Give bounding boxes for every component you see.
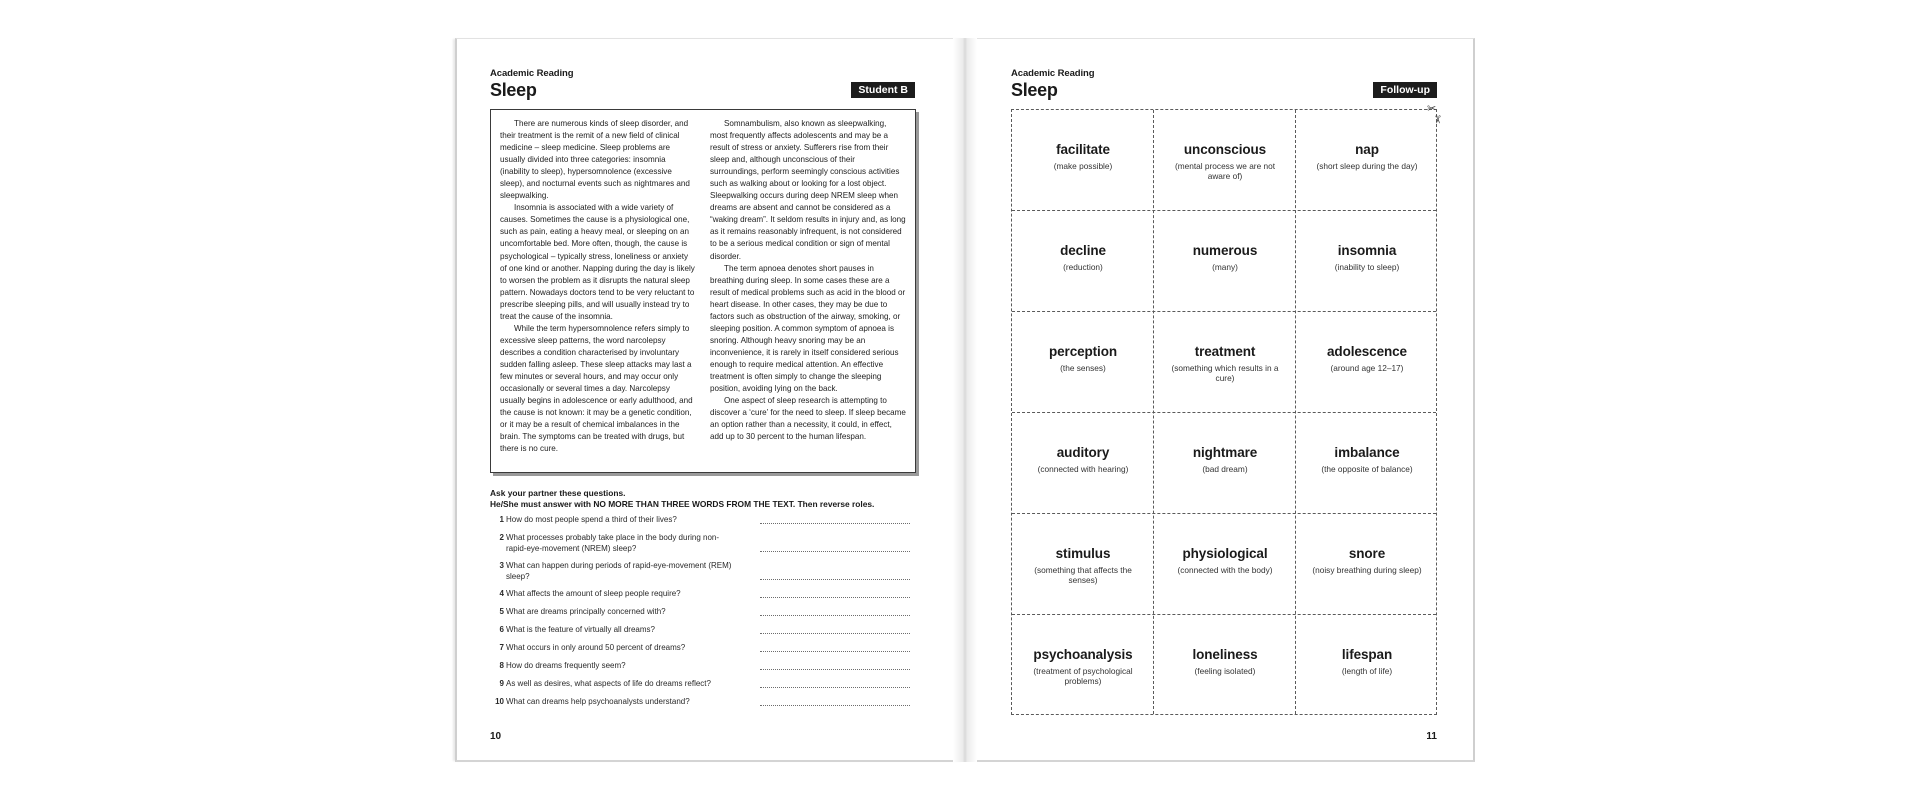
question-text: What are dreams principally concerned with?: [506, 607, 666, 616]
right-page: [965, 38, 1475, 762]
answer-line[interactable]: [760, 651, 910, 652]
answer-line[interactable]: [760, 523, 910, 524]
question-text: What processes probably take place in the body during non-rapid-eye-movement (NREM) sleep?: [506, 533, 720, 553]
vocab-card[interactable]: [1154, 615, 1296, 716]
follow-up-badge: Follow-up: [1373, 82, 1437, 98]
vocab-card[interactable]: [1012, 211, 1154, 312]
answer-line[interactable]: [760, 579, 910, 580]
question-number: 1: [499, 515, 504, 524]
vocab-card[interactable]: [1296, 312, 1438, 413]
vocab-definition: (short sleep during the day): [1316, 161, 1418, 171]
section-label: Academic Reading: [1011, 68, 1095, 79]
vocab-word: loneliness: [1192, 647, 1258, 662]
book-gutter: [953, 38, 977, 762]
vocab-word: decline: [1060, 243, 1106, 258]
question-text: What can happen during periods of rapid-eye-movement (REM) sleep?: [506, 561, 732, 581]
answer-line[interactable]: [760, 687, 910, 688]
question-text: What is the feature of virtually all dreams?: [506, 625, 655, 634]
page-number: 11: [1426, 731, 1437, 742]
vocab-definition: (many): [1212, 262, 1238, 272]
vocab-card[interactable]: [1296, 615, 1438, 716]
section-label: Academic Reading: [490, 68, 574, 79]
vocab-definition: (mental process we are not aware of): [1174, 161, 1276, 181]
vocab-card[interactable]: [1296, 110, 1438, 211]
vocab-definition: (connected with the body): [1177, 565, 1273, 575]
left-page: [455, 38, 965, 762]
vocab-definition: (feeling isolated): [1194, 666, 1256, 676]
reading-column-1: [500, 118, 696, 455]
question-number: 8: [499, 661, 504, 670]
paragraph: Somnambulism, also known as sleepwalking, most frequently affects adolescents and may be a result of stress or anxiety. Sufferers rise from their sleep and, although unconscious of their surroundings, perform seemingly conscious activities such as walking about or looking for a lost object. Sleepwalking occurs during deep NREM sleep when dreams are absent and cannot be considered as a “waking dream”. It seldom results in injury and, as long as it remains reasonably infrequent, is not considered to be a serious medical condition or sign of mental disorder.: [710, 119, 906, 261]
vocab-definition: (inability to sleep): [1334, 262, 1400, 272]
question-text: As well as desires, what aspects of life do dreams reflect?: [506, 679, 711, 688]
answer-line[interactable]: [760, 633, 910, 634]
instructions: [490, 488, 930, 510]
question-number: 4: [499, 589, 504, 598]
reading-column-2: [710, 118, 906, 443]
question-text: How do most people spend a third of their lives?: [506, 515, 677, 524]
paragraph: Insomnia is associated with a wide variety of causes. Sometimes the cause is a physiological one, such as pain, eating a heavy meal, or sleeping on an uncomfortable bed. More often, though, the cause is psychological – typically stress, loneliness or anxiety of one kind or another. Napping during the day is likely to worsen the problem as it disrupts the natural sleep pattern. Nowadays doctors tend to be very reluctant to prescribe sleeping pills, and will usually instead try to treat the cause of the insomnia.: [500, 203, 695, 321]
vocab-word: imbalance: [1334, 445, 1400, 460]
instruction-line-1: Ask your partner these questions.: [490, 488, 626, 498]
vocab-card[interactable]: [1012, 110, 1154, 211]
question-number: 9: [499, 679, 504, 688]
paragraph: The term apnoea denotes short pauses in breathing during sleep. In some cases these are a result of medical problems such as acid in the blood or heart disease. In other cases, they may be due to factors such as obstruction of the airway, smoking, or sleeping position. A common symptom of apnoea is snoring. Although heavy snoring may be an inconvenience, it is rarely in itself considered serious enough to require medical attention. An effective treatment is often simply to change the sleeping position, avoiding lying on the back.: [710, 263, 906, 394]
answer-line[interactable]: [760, 551, 910, 552]
answer-line[interactable]: [760, 597, 910, 598]
question-number: 7: [499, 643, 504, 652]
question-number: 2: [499, 533, 504, 542]
question-number: 5: [499, 607, 504, 616]
vocab-definition: (connected with hearing): [1037, 464, 1129, 474]
vocab-word: perception: [1048, 344, 1117, 359]
vocab-word: lifespan: [1341, 647, 1393, 662]
vocab-card[interactable]: [1154, 413, 1296, 514]
vocab-card[interactable]: [1296, 211, 1438, 312]
question-text: How do dreams frequently seem?: [506, 661, 626, 670]
vocab-card[interactable]: [1012, 312, 1154, 413]
vocab-definition: (bad dream): [1202, 464, 1248, 474]
question-number: 6: [499, 625, 504, 634]
question-number: 10: [495, 697, 504, 706]
vocab-word: nightmare: [1192, 445, 1258, 460]
paragraph: There are numerous kinds of sleep disorder, and their treatment is the remit of a new field of clinical medicine – sleep medicine. Sleep problems are usually divided into three categories: insomnia (inability to sleep), hypersomnolence (excessive sleep), and nocturnal events such as nightmares and sleepwalking.: [500, 119, 690, 201]
paragraph: While the term hypersomnolence refers simply to excessive sleep patterns, the word narcolepsy describes a condition characterised by involuntary sudden falling asleep. These sleep attacks may last a few minutes or several hours, and may occur only occasionally or several times a day. Narcolepsy usually begins in adolescence or early adulthood, and the cause is not known: it may be a genetic condition, or it may be a result of chemical imbalances in the brain. The symptoms can be treated with drugs, but there is no cure.: [500, 323, 693, 454]
question-text: What affects the amount of sleep people require?: [506, 589, 681, 598]
vocab-definition: (something that affects the senses): [1034, 565, 1132, 585]
vocab-card[interactable]: [1012, 413, 1154, 514]
vocab-definition: (make possible): [1053, 161, 1113, 171]
vocab-definition: (the senses): [1060, 363, 1106, 373]
vocab-word: treatment: [1194, 344, 1256, 359]
vocab-word: numerous: [1192, 243, 1258, 258]
vocab-word: stimulus: [1055, 546, 1111, 561]
question-number: 3: [499, 561, 504, 570]
vocab-definition: (treatment of psychological problems): [1033, 666, 1133, 686]
vocab-card[interactable]: [1012, 615, 1154, 716]
vocab-definition: (around age 12–17): [1330, 363, 1404, 373]
answer-line[interactable]: [760, 669, 910, 670]
vocab-card[interactable]: [1012, 514, 1154, 615]
vocab-card[interactable]: [1154, 110, 1296, 211]
page-title: Sleep: [490, 80, 537, 100]
vocab-definition: (length of life): [1341, 666, 1393, 676]
vocab-card[interactable]: [1296, 514, 1438, 615]
vocab-card[interactable]: [1154, 211, 1296, 312]
vocab-definition: (reduction): [1063, 262, 1103, 272]
page-number: 10: [490, 731, 502, 742]
book-spread: [455, 38, 1475, 762]
scissors-icon: ✂: [1427, 103, 1437, 115]
vocab-word: adolescence: [1327, 344, 1407, 359]
question-text: What can dreams help psychoanalysts understand?: [506, 697, 690, 706]
answer-line[interactable]: [760, 705, 910, 706]
vocab-definition: (the opposite of balance): [1321, 464, 1413, 474]
reading-passage-box: [490, 109, 916, 473]
vocabulary-card-grid: [1011, 109, 1437, 715]
answer-line[interactable]: [760, 615, 910, 616]
vocab-definition: (noisy breathing during sleep): [1312, 565, 1422, 575]
paragraph: One aspect of sleep research is attempting to discover a ‘cure’ for the need to sleep. If sleep became an option rather than a necessity, it could, in effect, add up to 30 percent to the human lifespan.: [710, 396, 906, 442]
vocab-card[interactable]: [1154, 312, 1296, 413]
question-text: What occurs in only around 50 percent of dreams?: [506, 643, 686, 652]
vocab-word: unconscious: [1183, 142, 1267, 157]
vocab-definition: (something which results in a cure): [1171, 363, 1279, 383]
vocab-word: insomnia: [1337, 243, 1397, 258]
scissors-icon: ✂: [1431, 114, 1444, 125]
student-b-badge: Student B: [851, 82, 915, 98]
instruction-line-2: He/She must answer with NO MORE THAN THREE WORDS FROM THE TEXT. Then reverse roles.: [490, 499, 875, 509]
vocab-word: facilitate: [1056, 142, 1110, 157]
vocab-word: psychoanalysis: [1033, 647, 1133, 662]
vocab-word: snore: [1348, 546, 1386, 561]
vocab-word: physiological: [1182, 546, 1268, 561]
page-title: Sleep: [1011, 80, 1058, 100]
vocab-word: auditory: [1056, 445, 1110, 460]
vocab-word: nap: [1355, 142, 1379, 157]
vocab-card[interactable]: [1154, 514, 1296, 615]
vocab-card[interactable]: [1296, 413, 1438, 514]
